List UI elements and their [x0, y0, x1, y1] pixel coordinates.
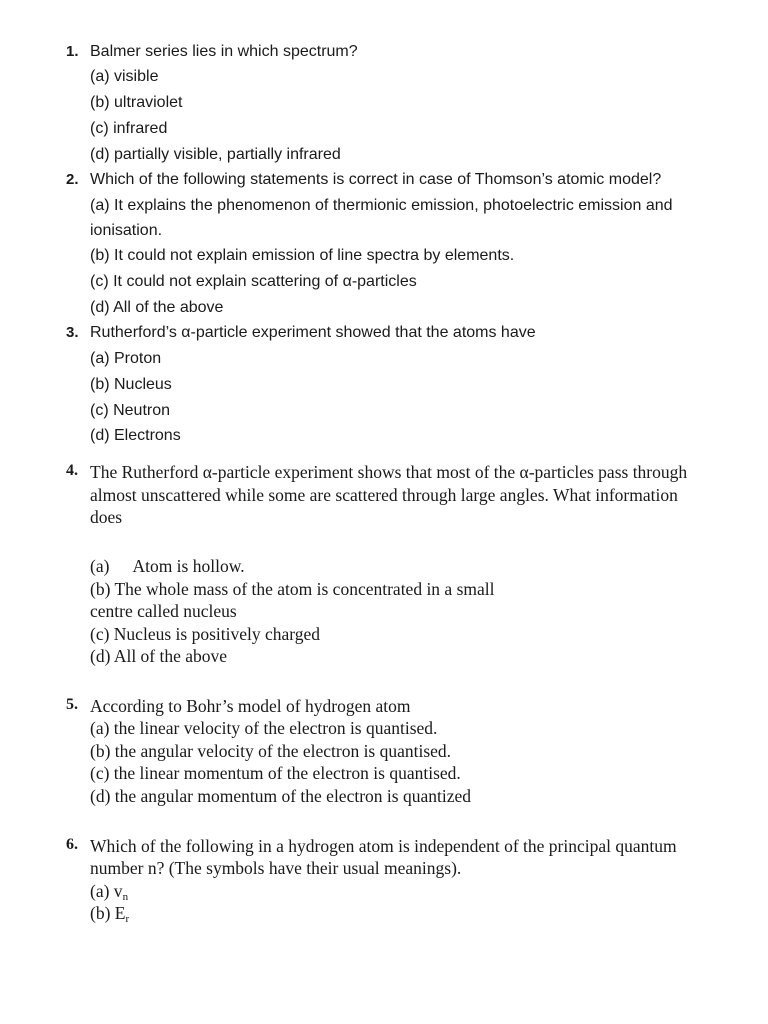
question-text-line-1: Which of the following in a hydrogen atom is independent of the principal quantum [90, 836, 677, 856]
question-number: 3. [66, 324, 79, 341]
question-number: 1. [66, 43, 79, 60]
question-text: According to Bohr’s model of hydrogen atom [90, 696, 411, 716]
option-a-label: (a) [90, 556, 110, 576]
option-c: (c) Neutron [90, 402, 171, 419]
option-a [90, 881, 128, 903]
option-b-subscript: r [125, 913, 130, 925]
option-b: (b) The whole mass of the atom is concentrated in a small [90, 579, 495, 599]
option-b: (b) ultraviolet [90, 94, 183, 111]
option-c: (c) Nucleus is positively charged [90, 624, 321, 644]
option-b [90, 903, 129, 925]
option-d: (d) All of the above [90, 646, 228, 666]
option-a: (a) Proton [90, 350, 162, 367]
question-text-line-3: does [90, 507, 123, 527]
option-d: (d) partially visible, partially infrared [90, 146, 341, 163]
option-c: (c) the linear momentum of the electron is quantised. [90, 763, 461, 783]
option-d: (d) the angular momentum of the electron is quantized [90, 786, 471, 806]
question-text: Rutherford’s α-particle experiment showed that the atoms have [90, 324, 536, 341]
question-number: 5. [66, 696, 78, 713]
option-a-prefix: (a) v [90, 881, 123, 901]
option-d: (d) All of the above [90, 299, 224, 316]
question-text-line-1: The Rutherford α-particle experiment shows that most of the α-particles pass through [90, 462, 688, 482]
question-text-line-2: almost unscattered while some are scattered through large angles. What information [90, 485, 678, 505]
option-a: (a) It explains the phenomenon of thermionic emission, photoelectric emission and [90, 197, 673, 214]
question-number: 4. [66, 462, 78, 479]
option-a-continued: ionisation. [90, 222, 163, 239]
option-b-prefix: (b) E [90, 903, 126, 923]
option-b-continued: centre called nucleus [90, 601, 237, 621]
option-b: (b) Nucleus [90, 376, 172, 393]
option-b: (b) the angular velocity of the electron is quantised. [90, 741, 452, 761]
option-a-subscript: n [122, 891, 129, 903]
option-a: (a) visible [90, 68, 159, 85]
question-number: 2. [66, 171, 79, 188]
option-a [90, 556, 245, 577]
question-text: Which of the following statements is correct in case of Thomson’s atomic model? [90, 171, 662, 188]
question-text-line-2: number n? (The symbols have their usual meanings). [90, 858, 462, 878]
option-d: (d) Electrons [90, 427, 181, 444]
option-a: (a) the linear velocity of the electron is quantised. [90, 718, 438, 738]
option-a-text: Atom is hollow. [132, 556, 245, 576]
option-b: (b) It could not explain emission of line spectra by elements. [90, 247, 515, 264]
question-number: 6. [66, 836, 78, 853]
option-c: (c) It could not explain scattering of α-particles [90, 273, 417, 290]
option-c: (c) infrared [90, 120, 168, 137]
question-text: Balmer series lies in which spectrum? [90, 43, 358, 60]
